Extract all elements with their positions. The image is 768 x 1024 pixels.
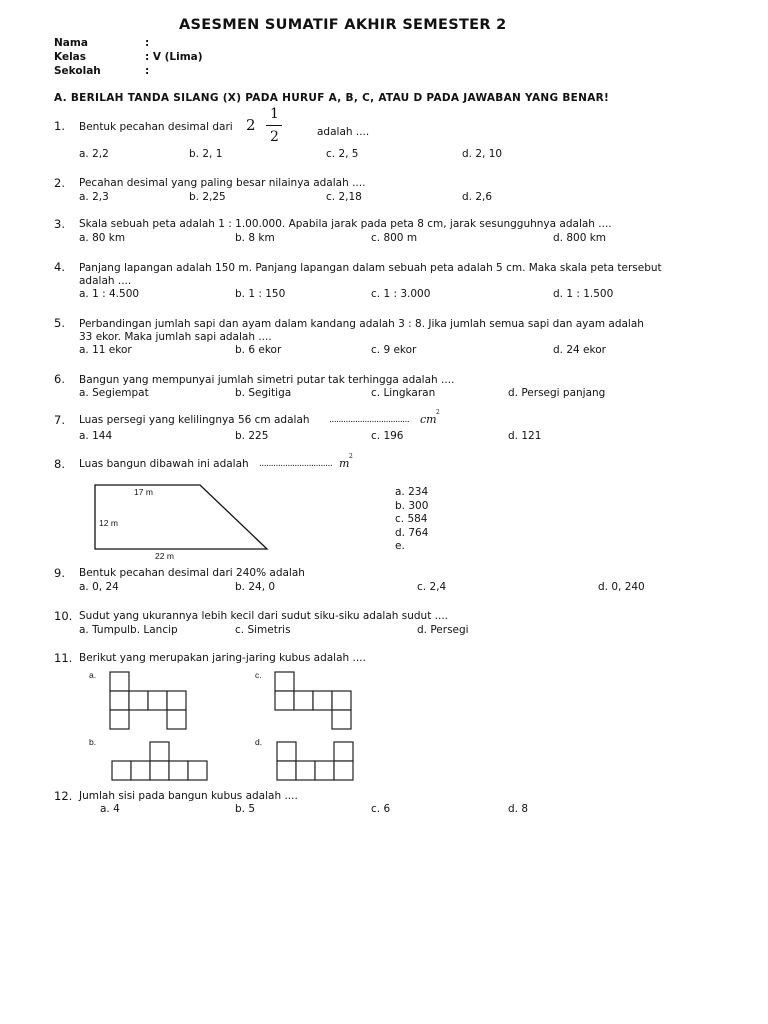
q4-number: 4. <box>54 260 65 274</box>
q12-option-d[interactable]: d. 8 <box>508 803 529 815</box>
q7-option-d[interactable]: d. 121 <box>508 430 542 442</box>
trapezoid-side-label: 12 m <box>99 518 118 528</box>
q1-whole: 2 <box>246 116 256 134</box>
q8-unit-exponent: 2 <box>349 453 353 460</box>
q8-unit: m <box>339 457 350 470</box>
q4-option-c[interactable]: c. 1 : 3.000 <box>371 288 431 300</box>
q9-option-d[interactable]: d. 0, 240 <box>598 581 645 593</box>
q6-option-a[interactable]: a. Segiempat <box>79 387 149 399</box>
sekolah-value: : <box>145 65 150 77</box>
q4-text-line2: adalah .... <box>79 275 132 287</box>
q10-option-c[interactable]: c. Simetris <box>235 624 291 636</box>
q5-text-line2: 33 ekor. Maka jumlah sapi adalah .... <box>79 331 272 343</box>
q2-text: Pecahan desimal yang paling besar nilainya adalah .... <box>79 177 366 189</box>
q8-option-c[interactable]: c. 584 <box>395 513 428 525</box>
page-title: ASESMEN SUMATIF AKHIR SEMESTER 2 <box>179 17 507 33</box>
q1-option-b[interactable]: b. 2, 1 <box>189 148 223 160</box>
sekolah-label: Sekolah <box>54 65 101 77</box>
q4-option-b[interactable]: b. 1 : 150 <box>235 288 286 300</box>
q2-option-d[interactable]: d. 2,6 <box>462 191 493 203</box>
q9-option-b[interactable]: b. 24, 0 <box>235 581 276 593</box>
q7-unit-exponent: 2 <box>436 409 440 416</box>
q12-option-b[interactable]: b. 5 <box>235 803 256 815</box>
q7-unit: cm <box>420 413 437 426</box>
q2-option-b[interactable]: b. 2,25 <box>189 191 226 203</box>
q8-option-e[interactable]: e. <box>395 540 405 552</box>
q3-text: Skala sebuah peta adalah 1 : 1.00.000. Apabila jarak pada peta 8 cm, jarak sesungguhnya adalah .... <box>79 218 612 230</box>
q6-number: 6. <box>54 372 65 386</box>
kelas-label: Kelas <box>54 51 87 63</box>
q9-option-a[interactable]: a. 0, 24 <box>79 581 119 593</box>
trapezoid-top-label: 17 m <box>134 487 153 497</box>
q11-net-b-label[interactable]: b. <box>89 737 97 747</box>
q2-option-a[interactable]: a. 2,3 <box>79 191 109 203</box>
q4-text: Panjang lapangan adalah 150 m. Panjang lapangan dalam sebuah peta adalah 5 cm. Maka skala peta tersebut <box>79 262 662 274</box>
q1-denominator: 2 <box>270 129 279 145</box>
q3-option-d[interactable]: d. 800 km <box>553 232 607 244</box>
q8-dots: ............................... <box>259 459 333 469</box>
q3-option-b[interactable]: b. 8 km <box>235 232 275 244</box>
q11-number: 11. <box>54 651 73 665</box>
q5-text: Perbandingan jumlah sapi dan ayam dalam kandang adalah 3 : 8. Jika jumlah semua sapi dan ayam adalah <box>79 318 644 330</box>
q12-option-c[interactable]: c. 6 <box>371 803 391 815</box>
q12-option-a[interactable]: a. 4 <box>100 803 120 815</box>
q8-text: Luas bangun dibawah ini adalah <box>79 458 249 470</box>
q1-fraction-bar <box>266 125 282 126</box>
q4-option-a[interactable]: a. 1 : 4.500 <box>79 288 140 300</box>
q1-option-c[interactable]: c. 2, 5 <box>326 148 359 160</box>
q1-text: Bentuk pecahan desimal dari <box>79 121 233 133</box>
q1-tail: adalah .... <box>317 126 370 138</box>
q7-option-c[interactable]: c. 196 <box>371 430 404 442</box>
nama-value: : <box>145 37 150 49</box>
trapezoid-bottom-label: 22 m <box>155 551 174 561</box>
nama-label: Nama <box>54 37 88 49</box>
q7-number: 7. <box>54 413 65 427</box>
q2-number: 2. <box>54 176 65 190</box>
cube-net-d <box>275 740 363 782</box>
cube-net-c <box>273 670 355 730</box>
q6-option-d[interactable]: d. Persegi panjang <box>508 387 606 399</box>
q1-option-d[interactable]: d. 2, 10 <box>462 148 503 160</box>
q7-dots: .................................. <box>329 415 410 425</box>
q12-text: Jumlah sisi pada bangun kubus adalah .... <box>79 790 298 802</box>
q1-numerator: 1 <box>270 106 279 122</box>
q7-text: Luas persegi yang kelilingnya 56 cm adalah <box>79 414 310 426</box>
q9-option-c[interactable]: c. 2,4 <box>417 581 447 593</box>
q10-text: Sudut yang ukurannya lebih kecil dari sudut siku-siku adalah sudut .... <box>79 610 449 622</box>
q10-option-a-b[interactable]: a. Tumpulb. Lancip <box>79 624 178 636</box>
q6-option-c[interactable]: c. Lingkaran <box>371 387 436 399</box>
q8-number: 8. <box>54 457 65 471</box>
q1-option-a[interactable]: a. 2,2 <box>79 148 109 160</box>
q5-option-d[interactable]: d. 24 ekor <box>553 344 606 356</box>
q11-net-a-label[interactable]: a. <box>89 670 97 680</box>
q7-option-a[interactable]: a. 144 <box>79 430 113 442</box>
q8-option-d[interactable]: d. 764 <box>395 527 429 539</box>
q3-option-a[interactable]: a. 80 km <box>79 232 126 244</box>
q5-option-b[interactable]: b. 6 ekor <box>235 344 282 356</box>
q8-option-b[interactable]: b. 300 <box>395 500 429 512</box>
q6-option-b[interactable]: b. Segitiga <box>235 387 292 399</box>
cube-net-a <box>108 670 190 730</box>
q5-number: 5. <box>54 316 65 330</box>
q7-option-b[interactable]: b. 225 <box>235 430 269 442</box>
q3-number: 3. <box>54 217 65 231</box>
q10-option-d[interactable]: d. Persegi <box>417 624 469 636</box>
section-a-instruction: A. BERILAH TANDA SILANG (X) PADA HURUF A, B, C, ATAU D PADA JAWABAN YANG BENAR! <box>54 92 610 104</box>
q11-net-d-label[interactable]: d. <box>255 737 263 747</box>
kelas-value: : V (Lima) <box>145 51 203 63</box>
q6-text: Bangun yang mempunyai jumlah simetri putar tak terhingga adalah .... <box>79 374 455 386</box>
q2-option-c[interactable]: c. 2,18 <box>326 191 362 203</box>
q1-number: 1. <box>54 119 65 133</box>
q9-text: Bentuk pecahan desimal dari 240% adalah <box>79 567 305 579</box>
q12-number: 12. <box>54 789 73 803</box>
cube-net-b <box>110 740 212 782</box>
trapezoid-shape <box>95 485 267 549</box>
q3-option-c[interactable]: c. 800 m <box>371 232 418 244</box>
q11-net-c-label[interactable]: c. <box>255 670 262 680</box>
q5-option-c[interactable]: c. 9 ekor <box>371 344 417 356</box>
q11-text: Berikut yang merupakan jaring-jaring kubus adalah .... <box>79 652 366 664</box>
q10-number: 10. <box>54 609 73 623</box>
q9-number: 9. <box>54 566 65 580</box>
q4-option-d[interactable]: d. 1 : 1.500 <box>553 288 614 300</box>
q8-option-a[interactable]: a. 234 <box>395 486 429 498</box>
q5-option-a[interactable]: a. 11 ekor <box>79 344 132 356</box>
